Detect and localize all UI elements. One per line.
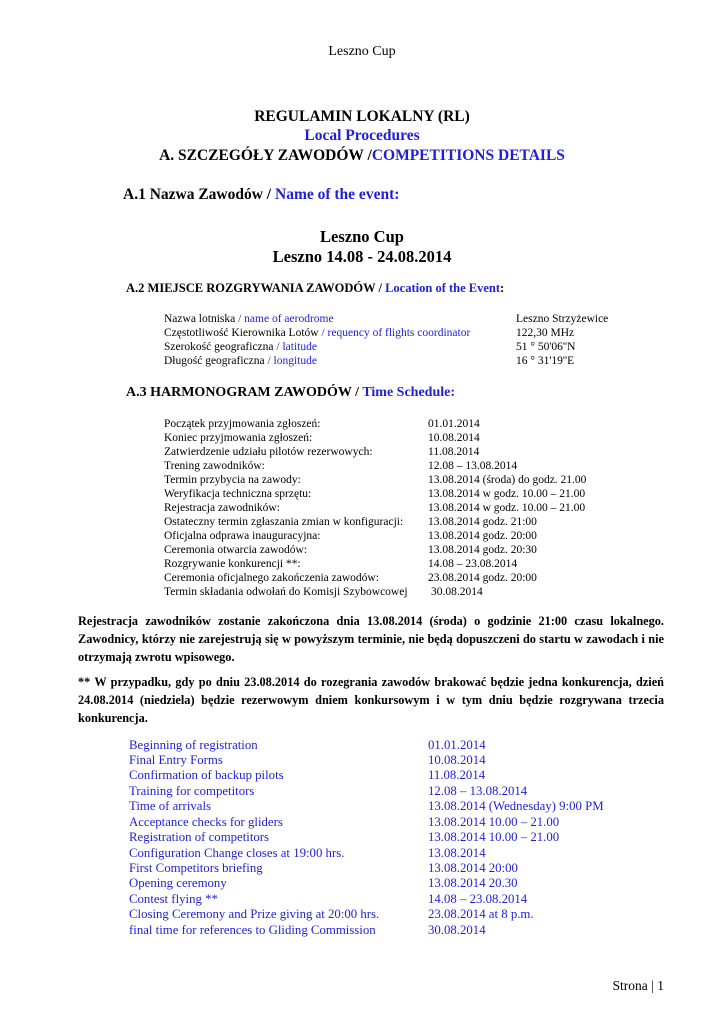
schedule-value: 13.08.2014 godz. 20:00 <box>428 530 537 542</box>
schedule-value-en: 13.08.2014 10.00 – 21.00 <box>428 815 560 829</box>
schedule-value: 13.08.2014 godz. 20:30 <box>428 544 537 556</box>
schedule-label-en: Final Entry Forms <box>129 753 223 767</box>
schedule-label-en: Contest flying ** <box>129 892 218 906</box>
schedule-value: 30.08.2014 <box>431 586 483 598</box>
schedule-label-en: Confirmation of backup pilots <box>129 768 284 782</box>
schedule-value-en: 14.08 – 23.08.2014 <box>428 892 528 906</box>
location-value: 51 ° 50'06''N <box>516 341 576 353</box>
schedule-value: 13.08.2014 (środa) do godz. 21.00 <box>428 474 587 486</box>
a3-en: Time Schedule: <box>362 385 456 400</box>
section-a-pl: A. SZCZEGÓŁY ZAWODÓW / <box>159 147 372 164</box>
schedule-label-en: Closing Ceremony and Prize giving at 20:00 hrs. <box>129 907 380 921</box>
schedule-label: Trening zawodników: <box>164 460 265 472</box>
schedule-value-en: 30.08.2014 <box>428 923 486 937</box>
schedule-label-en: Training for competitors <box>129 784 255 798</box>
registration-note: Rejestracja zawodników zostanie zakończona dnia 13.08.2014 (środa) o godzinie 21:00 czasu lokalnego. Zawodnicy, którzy nie zarejestrują się w powyższym terminie, nie będą dopuszczeni do startu w zawodach i nie otrzymają zwrotu wpisowego. <box>78 614 664 664</box>
a3-heading <box>126 385 455 401</box>
schedule-value: 13.08.2014 w godz. 10.00 – 21.00 <box>428 502 586 514</box>
schedule-value-en: 10.08.2014 <box>428 753 486 767</box>
schedule-value: 23.08.2014 godz. 20:00 <box>428 572 537 584</box>
schedule-label: Ceremonia otwarcia zawodów: <box>164 544 308 556</box>
a2-pl: A.2 MIEJSCE ROZGRYWANIA ZAWODÓW / <box>126 281 386 295</box>
schedule-value: 10.08.2014 <box>428 432 480 444</box>
event-dates: Leszno 14.08 - 24.08.2014 <box>272 247 452 266</box>
schedule-label: Rozgrywanie konkurencji **: <box>164 558 301 570</box>
schedule-label-en: Beginning of registration <box>129 738 258 752</box>
schedule-value-en: 23.08.2014 at 8 p.m. <box>428 907 534 921</box>
a2-suffix: : <box>500 281 505 295</box>
schedule-label: Koniec przyjmowania zgłoszeń: <box>164 432 313 444</box>
schedule-label-en: Acceptance checks for gliders <box>129 815 283 829</box>
location-row: Nazwa lotniska / name of aerodrome <box>164 313 334 325</box>
location-value: 16 ° 31'19''E <box>516 355 575 367</box>
doc-title: REGULAMIN LOKALNY (RL) <box>254 108 470 125</box>
location-row: Częstotliwość Kierownika Lotów / requency of flights coordinator <box>164 327 471 339</box>
schedule-value-en: 13.08.2014 <box>428 846 486 860</box>
section-a-en: COMPETITIONS DETAILS <box>371 147 565 164</box>
schedule-value-en: 11.08.2014 <box>428 768 486 782</box>
schedule-label: Ceremonia oficjalnego zakończenia zawodów: <box>164 572 379 584</box>
schedule-label-en: Configuration Change closes at 19:00 hrs. <box>129 846 345 860</box>
a1-pl: A.1 Nazwa Zawodów / <box>123 186 275 203</box>
schedule-value: 11.08.2014 <box>428 446 480 458</box>
page-number: Strona | 1 <box>612 978 664 993</box>
schedule-value: 13.08.2014 godz. 21:00 <box>428 516 537 528</box>
schedule-label: Początek przyjmowania zgłoszeń: <box>164 418 321 430</box>
location-row: Szerokość geograficzna / latitude <box>164 341 317 353</box>
schedule-label: Ostateczny termin zgłaszania zmian w konfiguracji: <box>164 516 404 528</box>
schedule-value: 01.01.2014 <box>428 418 480 430</box>
schedule-value: 13.08.2014 w godz. 10.00 – 21.00 <box>428 488 586 500</box>
schedule-value-en: 13.08.2014 20:00 <box>428 861 518 875</box>
doc-subtitle: Local Procedures <box>304 127 420 144</box>
schedule-value: 12.08 – 13.08.2014 <box>428 460 518 472</box>
schedule-value-en: 13.08.2014 20.30 <box>428 876 518 890</box>
section-a-heading <box>0 147 724 165</box>
page-header: Leszno Cup <box>328 44 396 59</box>
reserve-day-note: ** W przypadku, gdy po dniu 23.08.2014 do rozegrania zawodów brakować będzie jedna konkurencja, dzień 24.08.2014 (niedziela) będzie rezerwowym dniem konkursowym i w tym dniu będzie rozgrywana trzecia konkurencja. <box>78 675 664 725</box>
schedule-label-en: Time of arrivals <box>129 799 211 813</box>
schedule-label-en: First Competitors briefing <box>129 861 263 875</box>
schedule-label: Oficjalna odprawa inauguracyjna: <box>164 530 321 542</box>
event-name: Leszno Cup <box>320 227 404 246</box>
schedule-label-en: Opening ceremony <box>129 876 227 890</box>
schedule-value-en: 13.08.2014 10.00 – 21.00 <box>428 830 560 844</box>
a1-en: Name of the event: <box>275 186 400 203</box>
schedule-label: Rejestracja zawodników: <box>164 502 280 514</box>
schedule-label: Zatwierdzenie udziału pilotów rezerwowych: <box>164 446 373 458</box>
location-row: Długość geograficzna / longitude <box>164 355 317 367</box>
location-value: 122,30 MHz <box>516 327 575 339</box>
schedule-value-en: 12.08 – 13.08.2014 <box>428 784 528 798</box>
a2-en: Location of the Event <box>385 281 501 295</box>
schedule-value: 14.08 – 23.08.2014 <box>428 558 518 570</box>
schedule-value-en: 01.01.2014 <box>428 738 486 752</box>
schedule-label: Termin przybycia na zawody: <box>164 474 301 486</box>
location-value: Leszno Strzyżewice <box>516 313 609 325</box>
a1-heading <box>123 186 399 204</box>
schedule-value-en: 13.08.2014 (Wednesday) 9:00 PM <box>428 799 604 813</box>
schedule-label-en: Registration of competitors <box>129 830 270 844</box>
schedule-label-en: final time for references to Gliding Commission <box>129 923 376 937</box>
a3-pl: A.3 HARMONOGRAM ZAWODÓW / <box>126 385 363 400</box>
schedule-label: Termin składania odwołań do Komisji Szybowcowej <box>164 586 408 598</box>
a2-heading <box>126 281 504 296</box>
schedule-label: Weryfikacja techniczna sprzętu: <box>164 488 312 500</box>
